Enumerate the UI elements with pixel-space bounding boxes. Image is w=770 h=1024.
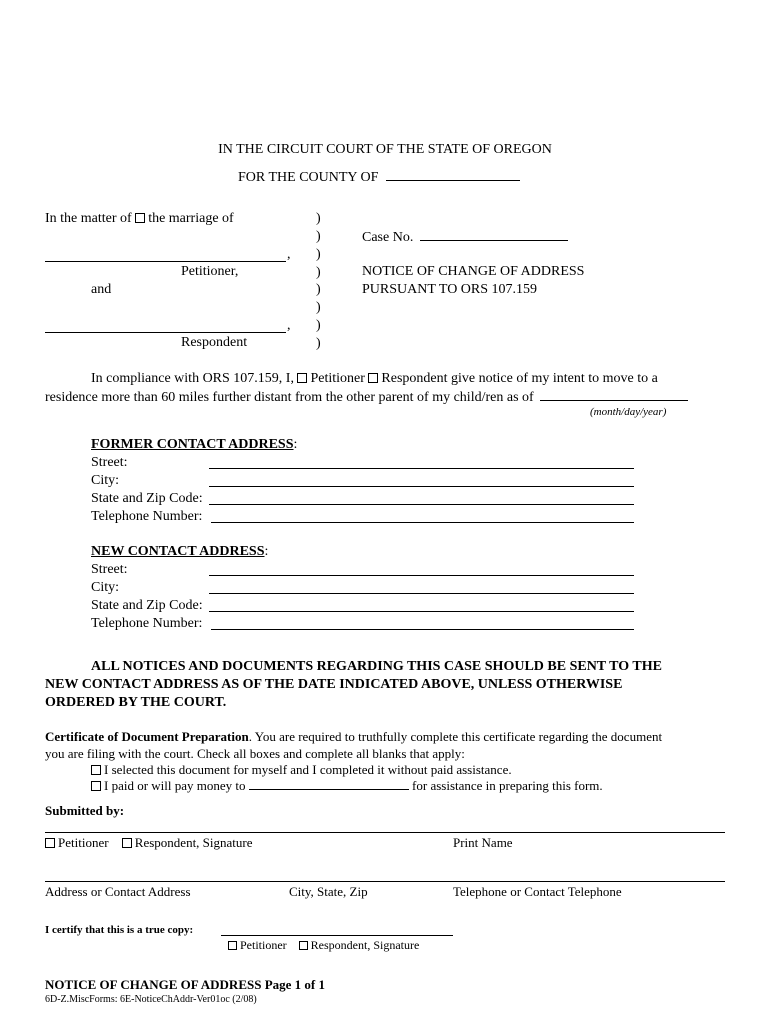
submitted-petitioner-label: Petitioner	[58, 835, 109, 850]
compliance-petitioner-checkbox[interactable]	[297, 373, 307, 383]
matter-prefix: In the matter of	[45, 211, 132, 226]
notice-line1: ALL NOTICES AND DOCUMENTS REGARDING THIS CASE SHOULD BE SENT TO THE	[91, 659, 662, 674]
county-line	[238, 168, 520, 186]
city-state-zip-label: City, State, Zip	[289, 884, 368, 899]
former-telephone-field[interactable]	[211, 522, 634, 523]
certificate-option1-text: I selected this document for myself and I completed it without paid assistance.	[104, 762, 512, 777]
petitioner-name-line[interactable]	[45, 261, 286, 262]
footer-form-code: 6D-Z.MiscForms: 6E-NoticeChAddr-Ver01oc (2/08)	[45, 994, 257, 1005]
print-name-label: Print Name	[453, 835, 513, 850]
caption-paren: )	[316, 211, 321, 226]
certify-respondent-signature-label: Respondent, Signature	[310, 938, 420, 952]
former-address-heading: FORMER CONTACT ADDRESS	[91, 437, 294, 452]
new-city-label: City:	[91, 580, 120, 595]
former-street-field[interactable]	[209, 468, 634, 469]
compliance-suffix: give notice of my intent to move to a	[451, 371, 658, 386]
notice-line2: NEW CONTACT ADDRESS AS OF THE DATE INDICATED ABOVE, UNLESS OTHERWISE	[45, 677, 623, 692]
former-city-field[interactable]	[209, 486, 634, 487]
former-state-zip-label: State and Zip Code:	[91, 491, 203, 506]
certificate-option1	[91, 762, 512, 778]
submitted-by-label: Submitted by:	[45, 803, 125, 818]
court-title: IN THE CIRCUIT COURT OF THE STATE OF OREGON	[218, 142, 552, 157]
certify-petitioner-checkbox[interactable]	[228, 941, 237, 950]
new-city-field[interactable]	[209, 593, 634, 594]
new-street-field[interactable]	[209, 575, 634, 576]
new-address-heading: NEW CONTACT ADDRESS	[91, 544, 265, 559]
notice-line3: ORDERED BY THE COURT.	[45, 695, 227, 710]
submitted-petitioner-checkbox[interactable]	[45, 838, 55, 848]
submitted-respondent-checkbox[interactable]	[122, 838, 132, 848]
matter-line	[45, 210, 234, 227]
petitioner-label: Petitioner,	[181, 264, 239, 279]
compliance-line2	[45, 388, 688, 406]
caption-paren: )	[316, 336, 321, 351]
compliance-line1	[91, 370, 658, 387]
caption-paren: )	[316, 247, 321, 262]
certify-role-line	[228, 938, 419, 953]
new-telephone-label: Telephone Number:	[91, 616, 203, 631]
compliance-respondent-checkbox[interactable]	[368, 373, 378, 383]
paid-assistance-checkbox[interactable]	[91, 781, 101, 791]
county-label: FOR THE COUNTY OF	[238, 170, 379, 185]
matter-suffix: the marriage of	[148, 211, 234, 226]
respondent-label: Respondent	[181, 335, 248, 350]
certificate-text1: . You are required to truthfully complete this certificate regarding the document	[248, 729, 663, 744]
former-address-colon: :	[293, 437, 298, 452]
case-no-line	[362, 228, 568, 246]
case-no-field[interactable]	[420, 228, 568, 241]
certificate-title: Certificate of Document Preparation	[45, 729, 249, 744]
county-field[interactable]	[386, 168, 520, 181]
doc-title-line1: NOTICE OF CHANGE OF ADDRESS	[362, 264, 585, 279]
submitted-respondent-signature-label: Respondent, Signature	[134, 835, 253, 850]
marriage-checkbox[interactable]	[135, 213, 145, 223]
new-state-zip-label: State and Zip Code:	[91, 598, 203, 613]
telephone-label: Telephone or Contact Telephone	[453, 884, 622, 899]
new-address-colon: :	[264, 544, 269, 559]
compliance-respondent-label: Respondent	[381, 371, 448, 386]
caption-paren: )	[316, 229, 321, 244]
certificate-text2: you are filing with the court. Check all boxes and complete all blanks that apply:	[45, 746, 465, 761]
caption-paren: )	[316, 265, 321, 280]
and-label: and	[91, 282, 112, 297]
former-address-heading-line	[91, 436, 297, 453]
compliance-prefix: In compliance with ORS 107.159, I,	[91, 371, 294, 386]
former-telephone-label: Telephone Number:	[91, 509, 203, 524]
new-telephone-field[interactable]	[211, 629, 634, 630]
move-date-field[interactable]	[540, 388, 688, 401]
respondent-name-line[interactable]	[45, 332, 286, 333]
case-no-label: Case No.	[362, 230, 414, 245]
caption-paren: )	[316, 318, 321, 333]
former-street-label: Street:	[91, 455, 128, 470]
compliance-petitioner-label: Petitioner	[310, 371, 365, 386]
date-format-hint: (month/day/year)	[590, 406, 667, 418]
footer-page-title: NOTICE OF CHANGE OF ADDRESS Page 1 of 1	[45, 977, 325, 992]
certificate-option2-suffix: for assistance in preparing this form.	[412, 778, 603, 793]
caption-paren: )	[316, 300, 321, 315]
compliance-line2-text: residence more than 60 miles further distant from the other parent of my child/ren as of	[45, 390, 534, 405]
new-state-zip-field[interactable]	[209, 611, 634, 612]
petitioner-comma: ,	[287, 247, 291, 262]
certify-respondent-checkbox[interactable]	[299, 941, 308, 950]
new-address-heading-line	[91, 543, 268, 560]
caption-paren: )	[316, 282, 321, 297]
former-state-zip-field[interactable]	[209, 504, 634, 505]
certificate-line1	[45, 729, 662, 745]
no-assistance-checkbox[interactable]	[91, 765, 101, 775]
address-line[interactable]	[45, 881, 725, 882]
submitted-role-line	[45, 835, 253, 851]
respondent-comma: ,	[287, 318, 291, 333]
former-city-label: City:	[91, 473, 120, 488]
signature-line[interactable]	[45, 832, 725, 833]
new-street-label: Street:	[91, 562, 128, 577]
certify-petitioner-label: Petitioner	[240, 938, 287, 952]
preparer-name-field[interactable]	[249, 778, 409, 790]
certify-label: I certify that this is a true copy:	[45, 924, 194, 936]
certify-signature-line[interactable]	[221, 935, 453, 936]
address-label: Address or Contact Address	[45, 884, 191, 899]
doc-title-line2: PURSUANT TO ORS 107.159	[362, 282, 538, 297]
certificate-option2-prefix: I paid or will pay money to	[104, 778, 246, 793]
certificate-option2	[91, 778, 603, 794]
